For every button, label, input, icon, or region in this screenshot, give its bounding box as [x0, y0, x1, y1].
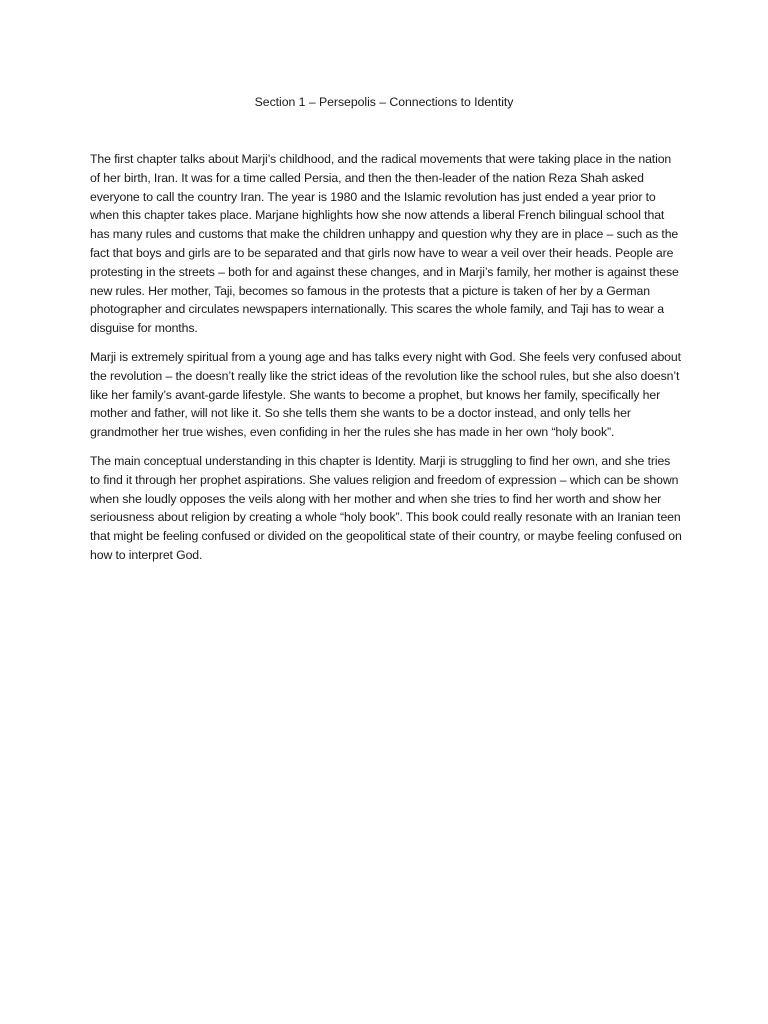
paragraph-identity-analysis: The main conceptual understanding in this chapter is Identity. Marji is struggling to find her own, and she tries to find it through her prophet aspirations. She values religion and freedom of expression – which can be shown when she loudly opposes the veils along with her mother and when she tries to find her worth and show her seriousness about religion by creating a whole “holy book”. This book could really resonate with an Iranian teen that might be feeling confused or divided on the geopolitical state of their country, or maybe feeling confused on how to interpret God. [90, 453, 682, 562]
document-body [90, 150, 682, 575]
paragraph-chapter-summary: The first chapter talks about Marji’s childhood, and the radical movements that were taking place in the nation of her birth, Iran. It was for a time called Persia, and then the then-leader of the nation Reza Shah asked everyone to call the country Iran. The year is 1980 and the Islamic revolution has just ended a year prior to when this chapter takes place. Marjane highlights how she now attends a liberal French bilingual school that has many rules and customs that make the children unhappy and question why they are in place – such as the fact that boys and girls are to be separated and that girls now have to wear a veil over their heads. People are protesting in the streets – both for and against these changes, and in Marji’s family, her mother is against these new rules. Her mother, Taji, becomes so famous in the protests that a picture is taken of her by a German photographer and circulates newspapers internationally. This scares the whole family, and Taji has to wear a disguise for months. [90, 152, 679, 336]
paragraph-marji-spirituality: Marji is extremely spiritual from a young age and has talks every night with God. She feels very confused about the revolution – the doesn’t really like the strict ideas of the revolution like the school rules, but she also doesn’t like her family’s avant-garde lifestyle. She wants to become a prophet, but knows her family, specifically her mother and father, will not like it. So she tells them she wants to be a doctor instead, and only tells her grandmother her true wishes, even confiding in her the rules she has made in her own “holy book”. [90, 349, 681, 440]
document-title: Section 1 – Persepolis – Connections to Identity [254, 95, 514, 109]
